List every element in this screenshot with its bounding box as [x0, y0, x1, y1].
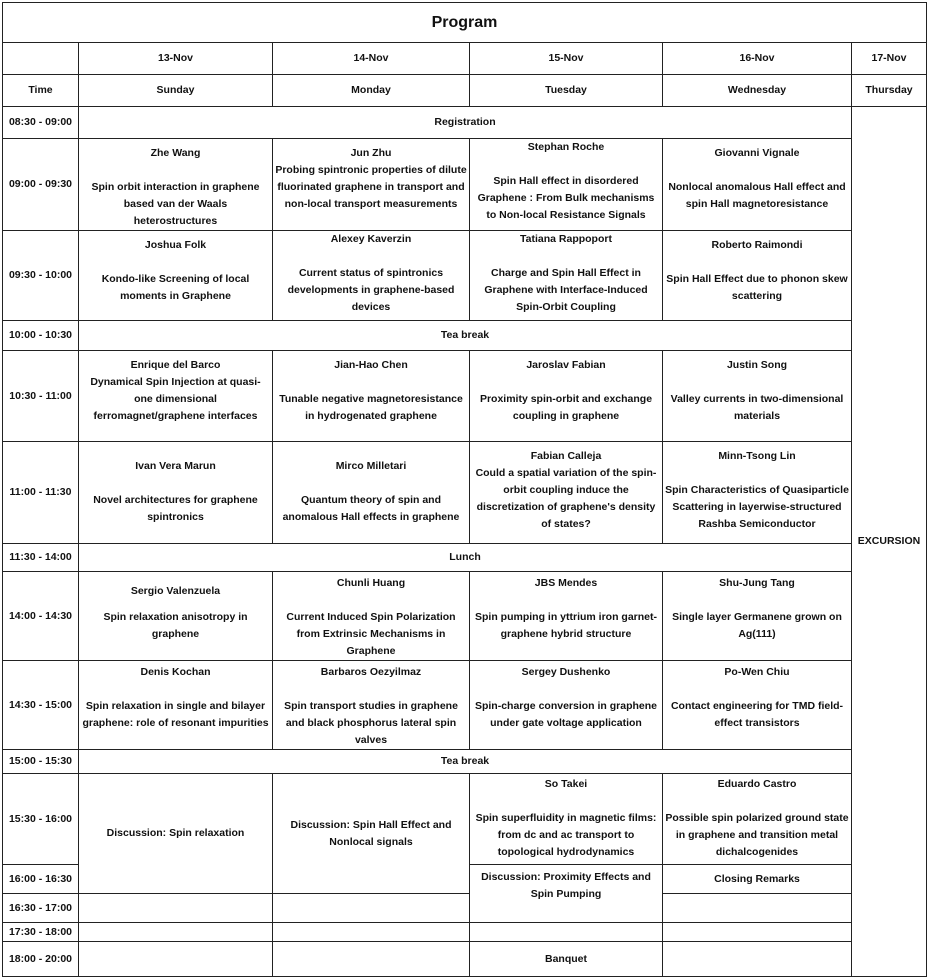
program-table [2, 2, 927, 977]
talk-cell [79, 661, 273, 750]
speaker-name: Alexey Kaverzin [330, 233, 412, 245]
talk-title: Spin pumping in yttrium iron garnet-graphene hybrid structure [475, 611, 657, 640]
talk-title: Kondo-like Screening of local moments in Graphene [101, 273, 250, 302]
speaker-name: Joshua Folk [144, 239, 207, 251]
speaker-name: Chunli Huang [336, 577, 406, 589]
talk-title: Spin relaxation anisotropy in graphene [103, 611, 248, 640]
time-slot: 16:00 - 16:30 [3, 865, 79, 894]
speaker-name: Roberto Raimondi [711, 239, 803, 251]
speaker-name: Stephan Roche [527, 141, 605, 153]
talk-cell [663, 442, 852, 544]
time-slot: 15:00 - 15:30 [3, 750, 79, 774]
talk-title: Probing spintronic properties of dilute fluorinated graphene in transport and non-local transport measurements [275, 164, 467, 210]
speaker-name: Jun Zhu [350, 147, 392, 159]
speaker-name: Justin Song [726, 359, 788, 371]
talk-title: Single layer Germanene grown on Ag(111) [672, 611, 842, 640]
talk-title: Nonlocal anomalous Hall effect and spin Hall magnetoresistance [668, 181, 846, 210]
speaker-name: Giovanni Vignale [714, 147, 800, 159]
empty-cell [79, 923, 273, 942]
talk-title: Current Induced Spin Polarization from Extrinsic Mechanisms in Graphene [286, 611, 456, 657]
day-thu: Thursday [852, 75, 927, 107]
empty-cell [663, 923, 852, 942]
empty-cell [663, 894, 852, 923]
talk-cell [79, 139, 273, 231]
talk-cell [79, 572, 273, 661]
speaker-name: JBS Mendes [534, 577, 598, 589]
talk-cell [470, 572, 663, 661]
time-slot: 09:30 - 10:00 [3, 231, 79, 321]
speaker-name: Denis Kochan [140, 666, 211, 678]
date-thu: 17-Nov [852, 43, 927, 75]
date-header-empty [3, 43, 79, 75]
talk-cell [663, 351, 852, 442]
empty-cell [273, 894, 470, 923]
talk-cell [79, 351, 273, 442]
talk-title: Valley currents in two-dimensional materials [670, 393, 844, 422]
time-slot: 10:30 - 11:00 [3, 351, 79, 442]
time-slot: 15:30 - 16:00 [3, 774, 79, 865]
talk-cell [273, 572, 470, 661]
tea-break-cell: Tea break [79, 321, 852, 351]
speaker-name: So Takei [544, 778, 588, 790]
talk-title: Tunable negative magnetoresistance in hydrogenated graphene [279, 393, 463, 422]
speaker-name: Shu-Jung Tang [719, 577, 795, 589]
talk-title: Quantum theory of spin and anomalous Hall effects in graphene [282, 494, 460, 523]
speaker-name: Barbaros Oezyilmaz [320, 666, 422, 678]
speaker-name: Sergey Dushenko [521, 666, 611, 678]
talk-cell [273, 661, 470, 750]
day-sun: Sunday [79, 75, 273, 107]
discussion-spin-hall: Discussion: Spin Hall Effect and Nonlocal signals [273, 774, 470, 894]
speaker-name: Sergio Valenzuela [130, 585, 221, 597]
talk-title: Could a spatial variation of the spin-orbit coupling induce the discretization of graphene's density of states? [475, 467, 657, 530]
talk-cell [663, 572, 852, 661]
registration-cell: Registration [79, 107, 852, 139]
speaker-name: Minn-Tsong Lin [718, 450, 796, 462]
speaker-name: Jaroslav Fabian [526, 359, 606, 371]
talk-title: Current status of spintronics developments in graphene-based devices [287, 267, 455, 313]
speaker-name: Zhe Wang [150, 147, 201, 159]
time-slot: 18:00 - 20:00 [3, 942, 79, 977]
lunch-cell: Lunch [79, 544, 852, 572]
date-sun: 13-Nov [79, 43, 273, 75]
speaker-name: Fabian Calleja [530, 450, 602, 462]
talk-title: Charge and Spin Hall Effect in Graphene with Interface-Induced Spin-Orbit Coupling [484, 267, 648, 313]
discussion-proximity: Discussion: Proximity Effects and Spin Pumping [470, 865, 663, 923]
speaker-name: Eduardo Castro [717, 778, 797, 790]
talk-title: Possible spin polarized ground state in graphene and transition metal dichalcogenides [665, 812, 849, 858]
speaker-name: Po-Wen Chiu [724, 666, 790, 678]
day-tue: Tuesday [470, 75, 663, 107]
speaker-name: Enrique del Barco [130, 359, 221, 371]
date-mon: 14-Nov [273, 43, 470, 75]
time-slot: 14:30 - 15:00 [3, 661, 79, 750]
date-tue: 15-Nov [470, 43, 663, 75]
time-slot: 09:00 - 09:30 [3, 139, 79, 231]
talk-cell [273, 442, 470, 544]
time-slot: 11:30 - 14:00 [3, 544, 79, 572]
excursion-cell: EXCURSION [852, 107, 927, 977]
time-slot: 16:30 - 17:00 [3, 894, 79, 923]
talk-cell [470, 661, 663, 750]
talk-title: Spin Hall effect in disordered Graphene : From Bulk mechanisms to Non-local Resistance Signals [477, 175, 655, 221]
talk-title: Contact engineering for TMD field-effect transistors [670, 700, 844, 729]
talk-title: Spin-charge conversion in graphene under gate voltage application [474, 700, 658, 729]
talk-cell [273, 139, 470, 231]
talk-title: Novel architectures for graphene spintronics [93, 494, 258, 523]
program-container [2, 2, 927, 977]
talk-cell [663, 231, 852, 321]
talk-title: Spin relaxation in single and bilayer graphene: role of resonant impurities [82, 700, 269, 729]
time-column-header: Time [3, 75, 79, 107]
time-slot: 17:30 - 18:00 [3, 923, 79, 942]
banquet-cell: Banquet [470, 942, 663, 977]
talk-cell [470, 351, 663, 442]
empty-cell [470, 923, 663, 942]
discussion-spin-relaxation: Discussion: Spin relaxation [79, 774, 273, 894]
talk-cell [470, 442, 663, 544]
empty-cell [79, 894, 273, 923]
speaker-name: Jian-Hao Chen [334, 359, 408, 371]
time-slot: 14:00 - 14:30 [3, 572, 79, 661]
talk-cell [470, 139, 663, 231]
time-slot: 08:30 - 09:00 [3, 107, 79, 139]
talk-title: Spin Characteristics of Quasiparticle Scattering in layerwise-structured Rashba Semiconductor [665, 484, 849, 530]
speaker-name: Ivan Vera Marun [135, 460, 216, 472]
talk-title: Spin superfluidity in magnetic films: from dc and ac transport to topological hydrodynamics [475, 812, 657, 858]
talk-title: Proximity spin-orbit and exchange coupling in graphene [479, 393, 653, 422]
time-slot: 11:00 - 11:30 [3, 442, 79, 544]
talk-title: Spin Hall Effect due to phonon skew scattering [666, 273, 848, 302]
talk-cell [470, 774, 663, 865]
talk-cell [663, 661, 852, 750]
program-title: Program [3, 3, 927, 43]
talk-cell [273, 351, 470, 442]
speaker-name: Mirco Milletari [335, 460, 407, 472]
day-mon: Monday [273, 75, 470, 107]
talk-cell [79, 442, 273, 544]
closing-remarks: Closing Remarks [663, 865, 852, 894]
empty-cell [273, 923, 470, 942]
talk-cell [663, 774, 852, 865]
tea-break-cell: Tea break [79, 750, 852, 774]
talk-title: Spin orbit interaction in graphene based van der Waals heterostructures [91, 181, 260, 227]
talk-cell [470, 231, 663, 321]
talk-title: Dynamical Spin Injection at quasi-one dimensional ferromagnet/graphene interfaces [90, 376, 261, 422]
talk-cell [273, 231, 470, 321]
speaker-name: Tatiana Rappoport [520, 233, 612, 245]
day-wed: Wednesday [663, 75, 852, 107]
talk-title: Spin transport studies in graphene and black phosphorus lateral spin valves [284, 700, 458, 746]
time-slot: 10:00 - 10:30 [3, 321, 79, 351]
date-wed: 16-Nov [663, 43, 852, 75]
talk-cell [663, 139, 852, 231]
talk-cell [79, 231, 273, 321]
